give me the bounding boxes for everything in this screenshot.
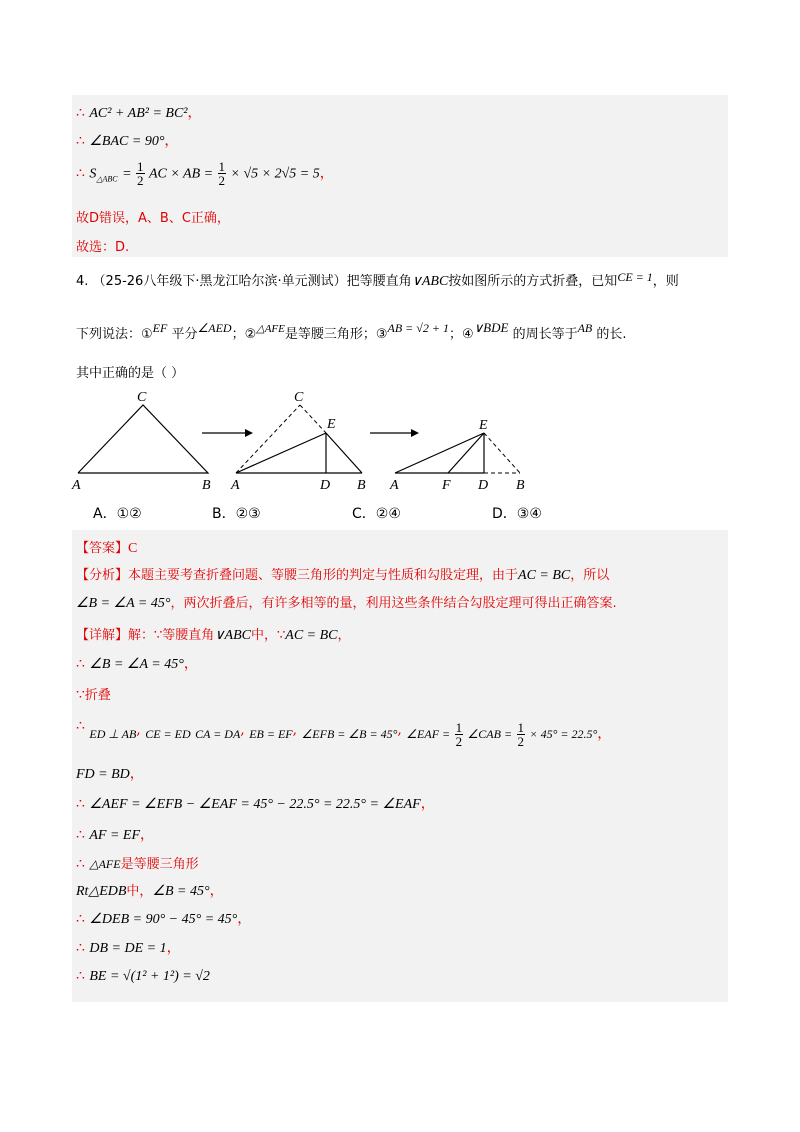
pythagoras-equation: AC² + AB² = BC² <box>89 106 188 121</box>
therefore-symbol: ∴ <box>76 911 85 927</box>
therefore-symbol: ∴ <box>76 827 85 843</box>
option-d[interactable]: D．③④ <box>492 506 542 522</box>
angle-aef: ∠AEF = ∠EFB − ∠EAF = 45° − 22.5° = 22.5° = ∠EAF <box>89 797 421 812</box>
answer-value: C <box>128 541 138 556</box>
conclusion-text: 故D错误，A、B、C正确， <box>76 211 230 226</box>
ce-equals-ed: CE = ED <box>145 727 191 741</box>
ca-equals-da: CA = DA <box>195 727 241 741</box>
triangle-afe: △AFE <box>256 323 285 335</box>
isosceles-text: 是等腰三角形 <box>120 857 199 872</box>
therefore-symbol: ∴ <box>76 165 85 182</box>
comma: ， <box>420 796 435 812</box>
comma: ， <box>129 766 144 782</box>
fraction-numerator: 1 <box>218 159 226 174</box>
area-product: AC × AB = <box>148 166 214 182</box>
comma: ， <box>337 628 351 643</box>
comma: ， <box>597 726 612 742</box>
fraction-denominator: 2 <box>455 733 463 749</box>
ac-equals-bc: AC = BC <box>518 568 571 583</box>
option-b[interactable]: B．②③ <box>212 506 261 522</box>
analysis-line-1 <box>76 564 609 584</box>
detail-line-10 <box>76 908 251 928</box>
detail-text: 解：∵等腰直角 <box>128 628 215 643</box>
label-a: A <box>72 478 81 493</box>
detail-line-2 <box>76 653 198 673</box>
detail-line-11 <box>76 937 181 957</box>
detail-tag: 【详解】 <box>76 628 129 643</box>
half-fraction <box>455 721 464 748</box>
question-line-1 <box>76 270 679 290</box>
right-triangle-edb: Rt△EDB <box>76 884 127 899</box>
analysis-text: ，两次折叠后，有许多相等的量，利用这些条件结合勾股定理可得出正确答案. <box>170 596 617 611</box>
label-e: E <box>479 418 488 433</box>
figure-first-fold <box>230 390 366 493</box>
detail-line-6 <box>76 793 435 813</box>
detail-line-4: ∴ ED ⊥ AB, CE = ED CA = DA, EB = EF, ∠EFB = ∠B = 45°, ∠EAF = $\frac{1}{2}$ ∠CAB = $\frac{1}{2}$ × 45° = 22.5°， <box>76 718 612 749</box>
given-ce: CE = 1 <box>617 270 653 284</box>
label-c: C <box>137 390 147 405</box>
angle-aed: ∠AED <box>197 321 232 335</box>
label-b: B <box>202 478 211 493</box>
arrow-icon <box>202 429 253 437</box>
label-a: A <box>231 478 240 493</box>
triangle-afe: △AFE <box>89 857 121 871</box>
choice-text: 故选：D. <box>76 240 130 255</box>
fold-text: 折叠 <box>84 688 111 703</box>
therefore-symbol: ∴ <box>76 133 85 149</box>
eb-equals-ef: EB = EF <box>249 727 293 741</box>
step-area: ∴ $S_{\triangle ABC}$ = $\frac{1}{2}$ AC × AB = $\frac{1}{2}$ × √5 × 2√5 = 5， <box>76 159 334 188</box>
label-e: E <box>327 417 336 432</box>
angle-eaf: ∠EAF = <box>406 727 451 741</box>
therefore-symbol: ∴ <box>76 105 85 121</box>
analysis-text: ，所以 <box>570 568 610 583</box>
detail-line-8 <box>76 853 199 872</box>
analysis-tag: 【分析】 <box>76 568 129 583</box>
comma: ， <box>164 133 179 149</box>
detail-line-12 <box>76 968 210 985</box>
angle-deb: ∠DEB = 90° − 45° = 45° <box>89 912 238 927</box>
comma: ， <box>166 940 181 956</box>
fd-equals-bd: FD = BD <box>76 767 130 782</box>
step-right-angle <box>76 130 178 150</box>
analysis-line-2 <box>76 592 617 612</box>
option-a[interactable]: A．①② <box>93 506 142 522</box>
folding-figure <box>60 388 540 498</box>
comma: ， <box>187 105 202 121</box>
db-equals-de: DB = DE = 1 <box>89 941 167 956</box>
detail-text: 中， <box>126 884 153 899</box>
angle-efb: ∠EFB = ∠B = 45° <box>301 727 398 741</box>
therefore-symbol: ∴ <box>76 940 85 956</box>
comma: ， <box>183 656 198 672</box>
angle-equality: ∠B = ∠A = 45° <box>76 596 171 611</box>
question-line-2 <box>76 320 627 342</box>
angle-equality: ∠B = ∠A = 45° <box>89 657 184 672</box>
ab-value: AB = √2 + 1 <box>387 321 449 335</box>
question-text: 平分 <box>171 327 198 342</box>
segment-ef: EF <box>152 321 168 335</box>
half-fraction <box>218 160 227 187</box>
figure-second-fold <box>389 418 525 493</box>
fraction-denominator: 2 <box>218 173 226 188</box>
triangle-abc: ∨ABC <box>214 628 251 643</box>
question-text: 下列说法：① <box>76 327 153 342</box>
fraction-numerator: 1 <box>455 719 463 735</box>
question-number: 4. <box>76 274 89 289</box>
therefore-symbol: ∴ <box>76 796 85 812</box>
half-fraction <box>136 160 145 187</box>
detail-line-7 <box>76 824 154 844</box>
therefore-symbol: ∴ <box>76 718 85 734</box>
question-text: 是等腰三角形；③ <box>284 327 388 342</box>
triangle-bde: ∨BDE <box>473 320 509 335</box>
half-fraction <box>517 721 526 748</box>
segment-ab: AB <box>577 321 593 335</box>
question-text: ；④ <box>448 327 474 342</box>
area-subscript: △ABC <box>96 174 118 184</box>
angle-b: ∠B = 45° <box>152 884 210 899</box>
fraction-numerator: 1 <box>137 159 144 174</box>
right-angle-equation: ∠BAC = 90° <box>89 134 165 149</box>
triangle-abc: ∨ABC <box>411 274 449 289</box>
question-source: （25-26八年级下·黑龙江哈尔滨·单元测试）把等腰直角 <box>92 274 412 289</box>
label-d: D <box>320 478 331 493</box>
fraction-denominator: 2 <box>517 733 525 749</box>
label-b: B <box>516 478 525 493</box>
answer-line <box>76 537 137 557</box>
fraction-numerator: 1 <box>517 719 525 735</box>
label-b: B <box>357 478 366 493</box>
detail-line-9 <box>76 880 224 900</box>
therefore-symbol: ∴ <box>76 856 85 872</box>
area-result: × √5 × 2√5 = 5 <box>230 166 320 182</box>
question-text: ；② <box>231 327 257 342</box>
ac-equals-bc: AC = BC <box>285 628 338 643</box>
question-line-3: 其中正确的是（ ） <box>76 366 185 381</box>
comma: ， <box>237 911 252 927</box>
question-text: 的周长等于 <box>512 327 578 342</box>
option-c[interactable]: C．②④ <box>352 506 401 522</box>
question-text: 按如图所示的方式折叠，已知 <box>448 274 618 289</box>
perpendicular: ED ⊥ AB <box>89 727 137 741</box>
detail-line-1 <box>76 624 351 644</box>
detail-line-3 <box>76 684 111 703</box>
be-value: BE = √(1² + 1²) = √2 <box>89 969 210 984</box>
angle-cab: ∠CAB = <box>467 727 513 741</box>
detail-text: 中，∵ <box>251 628 286 643</box>
figure-original-triangle <box>71 390 211 493</box>
area-symbol: S <box>89 166 97 182</box>
fraction-denominator: 2 <box>137 173 144 188</box>
therefore-symbol: ∴ <box>76 656 85 672</box>
angle-value: × 45° = 22.5° <box>529 727 598 741</box>
step-pythagoras <box>76 102 202 122</box>
comma: ， <box>319 165 334 182</box>
answer-tag: 【答案】 <box>76 541 129 556</box>
comma: ， <box>140 827 155 843</box>
therefore-symbol: ∴ <box>76 968 85 984</box>
analysis-text: 本题主要考查折叠问题、等腰三角形的判定与性质和勾股定理，由于 <box>128 568 519 583</box>
comma: ， <box>209 883 224 899</box>
arrow-icon <box>370 429 419 437</box>
label-c: C <box>294 390 304 405</box>
af-equals-ef: AF = EF <box>89 828 141 843</box>
label-f: F <box>442 478 451 493</box>
question-text: 的长. <box>596 327 627 342</box>
question-text: ，则 <box>652 274 679 289</box>
because-symbol: ∵ <box>76 687 85 703</box>
detail-line-5 <box>76 763 144 783</box>
label-a: A <box>390 478 399 493</box>
label-d: D <box>478 478 489 493</box>
